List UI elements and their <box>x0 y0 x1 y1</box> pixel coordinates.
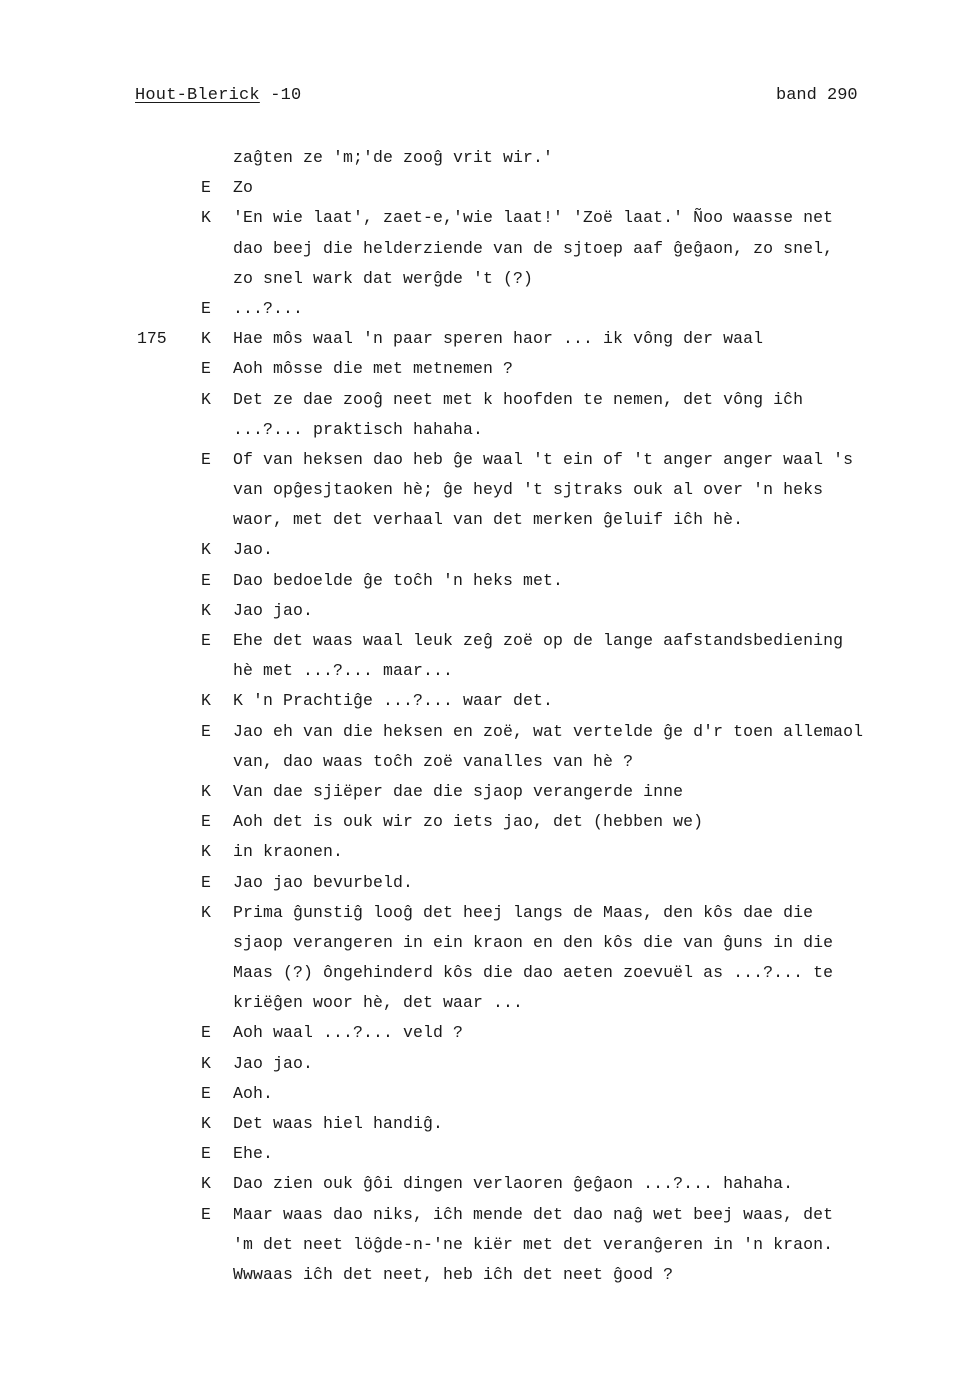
speaker-label: E <box>201 449 211 469</box>
utterance-text: Zo <box>233 178 254 198</box>
transcript-line <box>0 173 979 203</box>
utterance-text: kriëĝen woor hè, det waar ... <box>233 993 524 1013</box>
speaker-label: E <box>201 359 211 379</box>
transcript-line <box>0 294 979 324</box>
speaker-label: K <box>201 600 211 620</box>
utterance-text: Ehe det waas waal leuk zeĝ zoë op de lange aafstandsbediening <box>233 631 844 650</box>
speaker-label: K <box>201 329 211 349</box>
utterance-text: Maas (?) ôngehinderd kôs die dao aeten zoevuël as ...?... te <box>233 963 834 983</box>
speaker-label: K <box>201 1053 211 1073</box>
transcript-line <box>0 686 979 716</box>
transcript-line <box>0 1200 979 1230</box>
transcript-line <box>0 234 979 264</box>
utterance-text: van, dao waas toĉh zoë vanalles van hè ? <box>233 751 634 771</box>
transcript-line <box>0 566 979 596</box>
speaker-label: E <box>201 1023 211 1043</box>
transcript-line <box>0 868 979 898</box>
speaker-label: K <box>201 1114 211 1133</box>
transcript-line <box>0 385 979 415</box>
header-title-prefix: Hout-Blerick <box>135 86 260 105</box>
utterance-text: 'm det neet löĝde-n-'ne kiër met det veranĝeren in 'n kraon. <box>233 1234 834 1254</box>
utterance-text: van opĝesjtaoken hè; ĝe heyd 't sjtraks ouk al over 'n heks <box>233 480 824 500</box>
utterance-text: Jao jao. <box>233 1053 314 1073</box>
utterance-text: hè met ...?... maar... <box>233 661 454 681</box>
utterance-text: sjaop verangeren in ein kraon en den kôs die van ĝuns in die <box>233 932 834 952</box>
utterance-text: ...?... <box>233 298 304 318</box>
speaker-label: K <box>201 1174 211 1194</box>
transcript-line <box>0 535 979 565</box>
transcript-line <box>0 747 979 777</box>
utterance-text: Van dae sjiëper dae die sjaop verangerde inne <box>233 781 684 801</box>
transcript-line <box>0 505 979 535</box>
utterance-text: Jao jao bevurbeld. <box>233 872 414 892</box>
transcript-line <box>0 445 979 475</box>
speaker-label: K <box>201 389 211 409</box>
utterance-text: Prima ĝunstiĝ looĝ det heej langs de Maas, den kôs dae die <box>233 902 814 922</box>
transcript-line <box>0 1049 979 1079</box>
utterance-text: zo snel wark dat werĝde 't (?) <box>233 268 534 288</box>
utterance-text: Of van heksen dao heb ĝe waal 't ein of 't anger anger waal 's <box>233 449 854 469</box>
transcript-line <box>0 1230 979 1260</box>
transcript-line <box>0 415 979 445</box>
utterance-text: Jao eh van die heksen en zoë, wat vertelde ĝe d'r toen allemaol <box>233 721 864 741</box>
transcript-body <box>0 143 979 1290</box>
speaker-label: E <box>201 721 211 741</box>
page-header-title <box>135 86 301 105</box>
transcript-line <box>0 354 979 384</box>
transcript-line <box>0 807 979 837</box>
transcript-line <box>0 626 979 656</box>
transcript-line <box>0 596 979 626</box>
utterance-text: zaĝten ze 'm;'de zooĝ vrit wir.' <box>233 148 554 167</box>
utterance-text: Wwwaas iĉh det neet, heb iĉh det neet ĝood ? <box>233 1264 674 1284</box>
speaker-label: K <box>201 208 211 228</box>
utterance-text: K 'n Prachtiĝe ...?... waar det. <box>233 691 554 711</box>
speaker-label: E <box>201 298 211 318</box>
utterance-text: Aoh waal ...?... veld ? <box>233 1023 464 1043</box>
utterance-text: Ehe. <box>233 1144 274 1164</box>
utterance-text: Dao zien ouk ĝôi dingen verlaoren ĝeĝaon ...?... hahaha. <box>233 1174 794 1194</box>
transcript-line <box>0 1109 979 1139</box>
transcript-line <box>0 1079 979 1109</box>
utterance-text: Det ze dae zooĝ neet met k hoofden te nemen, det vông iĉh <box>233 389 804 409</box>
transcript-line <box>0 1018 979 1048</box>
transcript-line <box>0 928 979 958</box>
transcript-line <box>0 1169 979 1199</box>
utterance-text: in kraonen. <box>233 842 344 862</box>
speaker-label: E <box>201 570 211 590</box>
speaker-label: E <box>201 1083 211 1103</box>
utterance-text: ...?... praktisch hahaha. <box>233 419 484 439</box>
transcript-line <box>0 264 979 294</box>
line-number: 175 <box>137 329 167 349</box>
transcript-line <box>0 475 979 505</box>
speaker-label: E <box>201 812 211 832</box>
speaker-label: K <box>201 781 211 801</box>
speaker-label: E <box>201 631 211 650</box>
utterance-text: Aoh môsse die met metnemen ? <box>233 359 514 379</box>
transcript-line <box>0 656 979 686</box>
utterance-text: Det waas hiel handiĝ. <box>233 1114 444 1133</box>
utterance-text: Hae môs waal 'n paar speren haor ... ik vông der waal <box>233 329 764 349</box>
transcript-line <box>0 898 979 928</box>
transcript-line <box>0 777 979 807</box>
transcript-line <box>0 1260 979 1290</box>
transcript-line <box>0 958 979 988</box>
speaker-label: E <box>201 872 211 892</box>
utterance-text: Jao jao. <box>233 600 314 620</box>
transcript-line <box>0 988 979 1018</box>
speaker-label: K <box>201 540 211 560</box>
transcript-line <box>0 1139 979 1169</box>
header-title-suffix: -10 <box>259 86 302 105</box>
transcript-line <box>0 717 979 747</box>
speaker-label: E <box>201 1204 211 1224</box>
utterance-text: dao beej die helderziende van de sjtoep aaf ĝeĝaon, zo snel, <box>233 238 834 258</box>
transcript-line <box>0 203 979 233</box>
transcript-line <box>0 324 979 354</box>
utterance-text: 'En wie laat', zaet-e,'wie laat!' 'Zoë laat.' Ñoo waasse net <box>233 208 834 228</box>
speaker-label: K <box>201 691 211 711</box>
page-header-band: band 290 <box>776 86 858 105</box>
speaker-label: E <box>201 178 211 198</box>
utterance-text: Dao bedoelde ĝe toĉh 'n heks met. <box>233 570 564 590</box>
utterance-text: Jao. <box>233 540 274 560</box>
transcript-line <box>0 837 979 867</box>
speaker-label: K <box>201 902 211 922</box>
utterance-text: Maar waas dao niks, iĉh mende det dao naĝ wet beej waas, det <box>233 1204 834 1224</box>
utterance-text: Aoh. <box>233 1083 274 1103</box>
utterance-text: Aoh det is ouk wir zo iets jao, det (hebben we) <box>233 812 704 832</box>
utterance-text: waor, met det verhaal van det merken ĝeluif iĉh hè. <box>233 510 744 530</box>
speaker-label: K <box>201 842 211 862</box>
transcript-line <box>0 143 979 173</box>
speaker-label: E <box>201 1144 211 1164</box>
